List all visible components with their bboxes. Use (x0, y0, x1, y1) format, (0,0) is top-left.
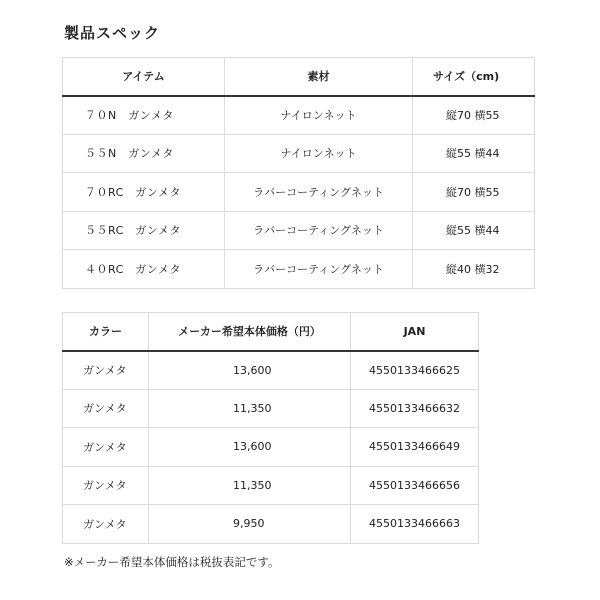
price-jan-cell: 4550133466649 (351, 428, 479, 467)
table-row (63, 134, 535, 173)
table-row (63, 250, 535, 289)
price-value-cell: 9,950 (149, 505, 351, 544)
price-jan-cell: 4550133466632 (351, 389, 479, 428)
spec-item-cell: ７０N ガンメタ (63, 96, 225, 135)
price-color-cell: ガンメタ (63, 466, 149, 505)
spec-material-cell: ナイロンネット (225, 134, 413, 173)
price-header-row (63, 313, 479, 351)
spec-material-cell: ラバーコーティングネット (225, 173, 413, 212)
spec-size-cell: 縦55 横44 (413, 134, 535, 173)
table-row (63, 466, 479, 505)
price-color-cell: ガンメタ (63, 351, 149, 390)
spec-item-cell: ７０RC ガンメタ (63, 173, 225, 212)
page-title: 製品スペック (64, 24, 161, 42)
table-row (63, 173, 535, 212)
price-jan-cell: 4550133466663 (351, 505, 479, 544)
table-row (63, 211, 535, 250)
price-table (62, 312, 479, 544)
spec-header-material: 素材 (225, 58, 413, 96)
spec-header-size: サイズ（cm) (413, 58, 535, 96)
table-row (63, 389, 479, 428)
price-jan-cell: 4550133466625 (351, 351, 479, 390)
spec-size-cell: 縦70 横55 (413, 173, 535, 212)
price-color-cell: ガンメタ (63, 389, 149, 428)
spec-size-cell: 縦55 横44 (413, 211, 535, 250)
price-value-cell: 11,350 (149, 466, 351, 505)
spec-size-cell: 縦70 横55 (413, 96, 535, 135)
spec-item-cell: ４０RC ガンメタ (63, 250, 225, 289)
price-value-cell: 11,350 (149, 389, 351, 428)
spec-size-cell: 縦40 横32 (413, 250, 535, 289)
price-jan-cell: 4550133466656 (351, 466, 479, 505)
spec-material-cell: ラバーコーティングネット (225, 211, 413, 250)
price-header-price: メーカー希望本体価格（円） (149, 313, 351, 351)
table-row (63, 96, 535, 135)
spec-item-cell: ５５RC ガンメタ (63, 211, 225, 250)
price-footnote: ※メーカー希望本体価格は税抜表記です。 (64, 555, 280, 569)
price-value-cell: 13,600 (149, 428, 351, 467)
spec-material-cell: ラバーコーティングネット (225, 250, 413, 289)
table-row (63, 351, 479, 390)
spec-table (62, 57, 535, 289)
price-header-color: カラー (63, 313, 149, 351)
spec-material-cell: ナイロンネット (225, 96, 413, 135)
price-color-cell: ガンメタ (63, 505, 149, 544)
table-row (63, 505, 479, 544)
price-header-jan: JAN (351, 313, 479, 351)
spec-header-item: アイテム (63, 58, 225, 96)
table-row (63, 428, 479, 467)
spec-item-cell: ５５N ガンメタ (63, 134, 225, 173)
price-value-cell: 13,600 (149, 351, 351, 390)
price-color-cell: ガンメタ (63, 428, 149, 467)
spec-header-row (63, 58, 535, 96)
